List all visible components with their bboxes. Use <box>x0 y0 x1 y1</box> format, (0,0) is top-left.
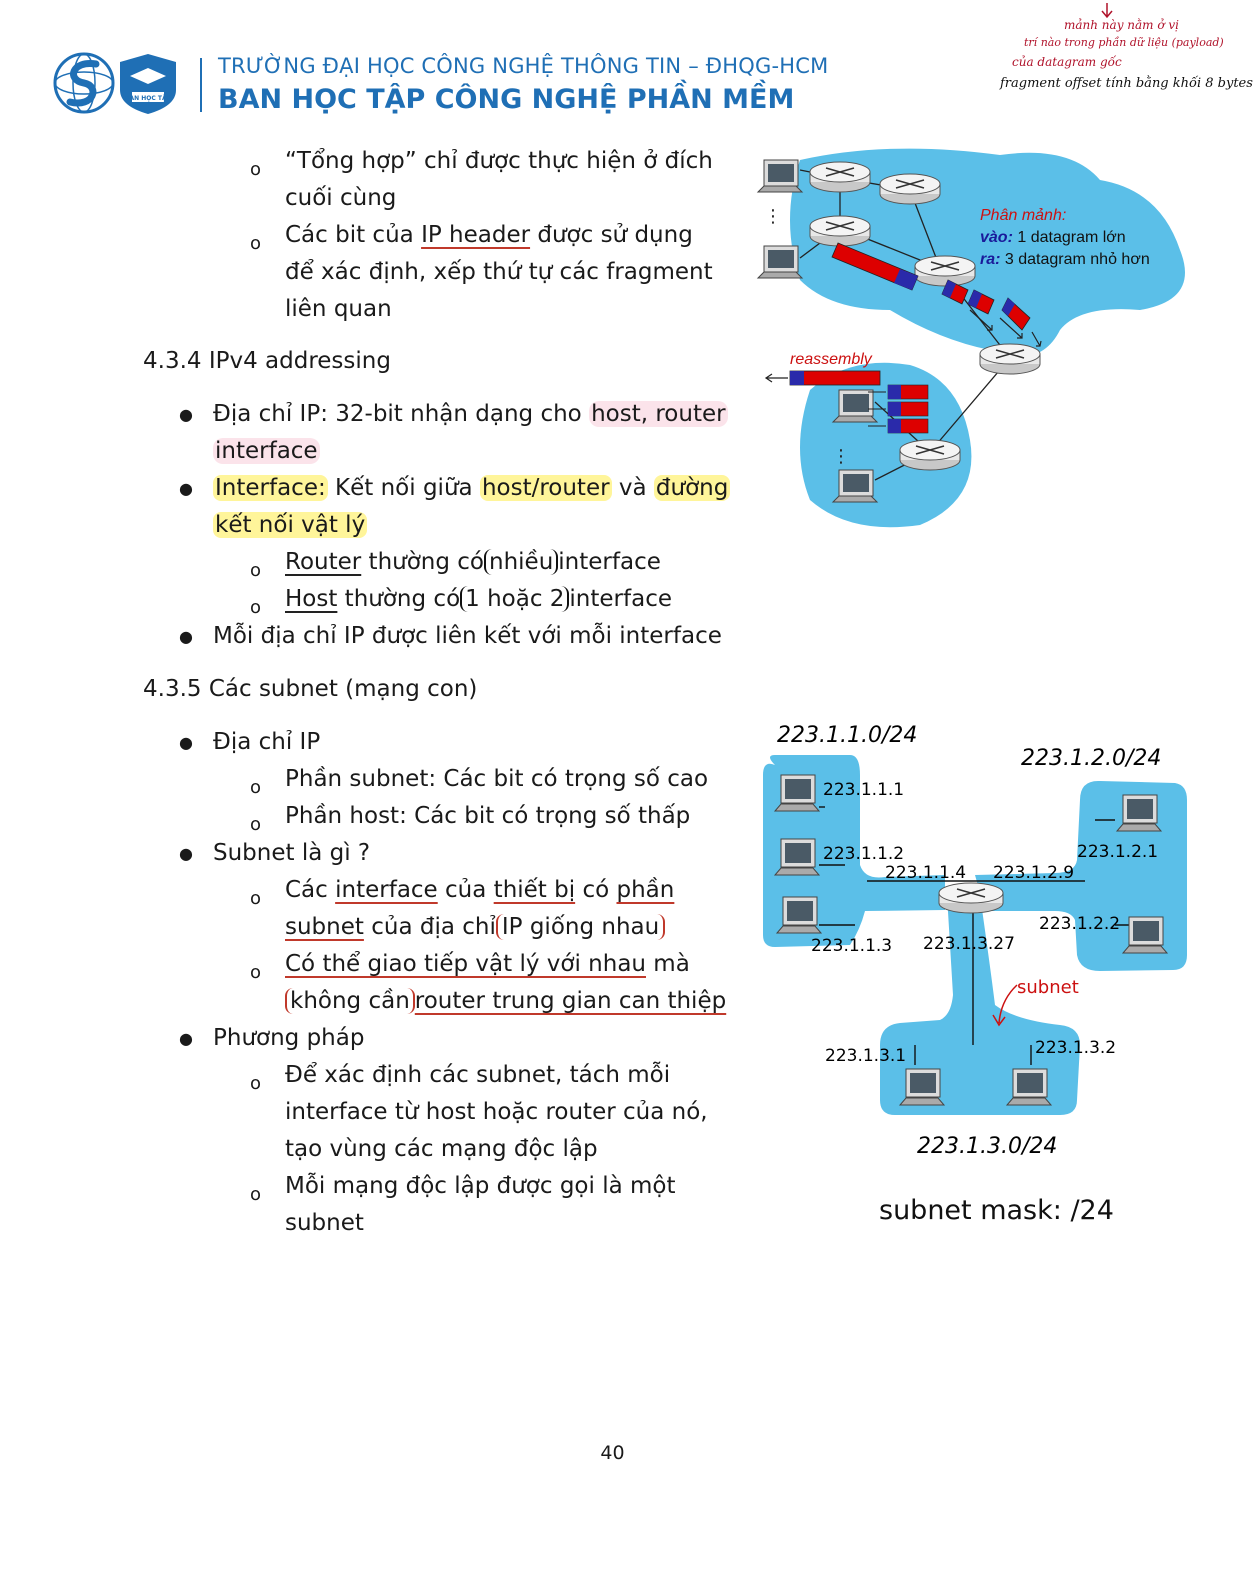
net2-label: 223.1.2.0/24 <box>1021 746 1162 771</box>
reassembled-datagram <box>766 371 880 385</box>
circle-bullet-icon: o <box>250 814 262 835</box>
host-computer-icon <box>775 775 819 811</box>
frag-item2-line2: để xác định, xếp thứ tự các fragment <box>285 259 713 285</box>
net1-label: 223.1.1.0/24 <box>777 723 918 748</box>
subnet-b1: Địa chỉ IP <box>213 729 321 755</box>
incoming-fragments <box>868 385 928 433</box>
section-434-title: 4.3.4 IPv4 addressing <box>143 348 391 374</box>
svg-text:⋮: ⋮ <box>764 206 782 227</box>
host-computer-icon <box>775 839 819 875</box>
circle-bullet-icon: o <box>250 560 262 581</box>
handnote-line4: fragment offset tính bằng khối 8 bytes <box>1000 76 1253 91</box>
subnet-diagram <box>755 715 1195 1235</box>
header-divider <box>200 58 202 112</box>
bullet-icon: ● <box>179 844 193 863</box>
router-icon <box>915 256 975 286</box>
ip-132: 223.1.3.2 <box>1035 1038 1117 1058</box>
host-computer-icon <box>777 897 821 933</box>
reassembly-label: reassembly <box>790 351 872 368</box>
handnote-line3: của datagram gốc <box>1012 55 1122 69</box>
subnet-b1-s2: Phần host: Các bit có trọng số thấp <box>285 803 691 829</box>
ipv4-b3: Mỗi địa chỉ IP được liên kết với mỗi interface <box>213 623 722 649</box>
ip-111: 223.1.1.1 <box>823 780 905 800</box>
subnet-b2: Subnet là gì ? <box>213 840 371 866</box>
host-computer-icon <box>758 246 802 278</box>
router-icon <box>939 883 1003 913</box>
host-computer-icon <box>833 390 877 422</box>
circle-bullet-icon: o <box>250 597 262 618</box>
ip-112: 223.1.1.2 <box>823 844 905 864</box>
bullet-icon: ● <box>179 405 193 424</box>
circle-bullet-icon: o <box>250 962 262 983</box>
subnet-b1-s1: Phần subnet: Các bit có trọng số cao <box>285 766 709 792</box>
subnet-b3-s1-line2: interface từ host hoặc router của nó, <box>285 1099 708 1125</box>
bullet-icon: ● <box>179 1029 193 1048</box>
ip-113: 223.1.1.3 <box>811 936 893 956</box>
svg-text:⋮: ⋮ <box>832 446 850 467</box>
svg-text:BAN HỌC TẬP: BAN HỌC TẬP <box>124 95 172 102</box>
frag-out: ra: 3 datagram nhỏ hơn <box>980 251 1150 268</box>
host-computer-icon <box>1117 795 1161 831</box>
handnote-line2: trí nào trong phần dữ liệu (payload) <box>1024 36 1224 49</box>
bht-logo-icon <box>120 54 176 114</box>
router-icon <box>810 162 870 192</box>
bullet-icon: ● <box>179 479 193 498</box>
subnet-b2-s1-line1: Các interface của thiết bị có phần <box>285 877 675 903</box>
frag-title: Phân mảnh: <box>980 207 1067 224</box>
section-435-title: 4.3.5 Các subnet (mạng con) <box>143 676 478 702</box>
ipv4-s1: Router thường có nhiều interface <box>285 549 661 575</box>
circle-bullet-icon: o <box>250 1184 262 1205</box>
ip-122: 223.1.2.2 <box>1039 914 1121 934</box>
frag-item1-line2: cuối cùng <box>285 185 397 211</box>
ipv4-s2: Host thường có 1 hoặc 2 interface <box>285 586 673 612</box>
host-computer-icon <box>758 160 802 192</box>
ipv4-b2-line2: kết nối vật lý <box>215 512 366 538</box>
bullet-icon: ● <box>179 733 193 752</box>
subnet-b2-s1-line2: subnet của địa chỉ IP giống nhau <box>285 909 665 946</box>
net3-label: 223.1.3.0/24 <box>917 1134 1058 1159</box>
router-icon <box>980 344 1040 374</box>
ipv4-b1-line2: interface <box>215 438 318 464</box>
frag-item2-line1: Các bit của IP header được sử dụng <box>285 222 693 248</box>
host-computer-icon <box>1007 1069 1051 1105</box>
ip-121: 223.1.2.1 <box>1077 842 1159 862</box>
ip-114: 223.1.1.4 <box>885 863 967 883</box>
circle-bullet-icon: o <box>250 1073 262 1094</box>
ip-1327: 223.1.3.27 <box>923 934 1015 954</box>
university-name: TRƯỜNG ĐẠI HỌC CÔNG NGHỆ THÔNG TIN – ĐHQG-HCM <box>218 54 829 78</box>
host-computer-icon <box>833 470 877 502</box>
router-icon <box>810 216 870 246</box>
router-icon <box>880 174 940 204</box>
page-number: 40 <box>600 1442 625 1464</box>
subnet-b2-s2-line1: Có thể giao tiếp vật lý với nhau mà <box>285 951 690 977</box>
handnote-line1: mảnh này nằm ở vị <box>1064 18 1180 32</box>
subnet-b3: Phương pháp <box>213 1025 365 1051</box>
router-icon <box>900 440 960 470</box>
circle-bullet-icon: o <box>250 777 262 798</box>
host-computer-icon <box>900 1069 944 1105</box>
ipv4-b1-line1: Địa chỉ IP: 32-bit nhận dạng cho host, router <box>213 401 726 427</box>
host-computer-icon <box>1123 917 1167 953</box>
subnet-mask-label: subnet mask: /24 <box>879 1195 1114 1226</box>
subnet-b3-s1-line3: tạo vùng các mạng độc lập <box>285 1136 598 1162</box>
frag-item2-line3: liên quan <box>285 296 392 322</box>
subnet-b2-s2-line2: không cần router trung gian can thiệp <box>285 983 726 1020</box>
subnet-b3-s1-line1: Để xác định các subnet, tách mỗi <box>285 1062 671 1088</box>
subnet-b3-s2-line2: subnet <box>285 1210 364 1236</box>
logos <box>52 50 202 116</box>
uit-logo-icon <box>55 54 113 112</box>
ip-129: 223.1.2.9 <box>993 863 1075 883</box>
ip-131: 223.1.3.1 <box>825 1046 907 1066</box>
circle-bullet-icon: o <box>250 159 262 180</box>
department-name: BAN HỌC TẬP CÔNG NGHỆ PHẦN MỀM <box>218 84 795 115</box>
circle-bullet-icon: o <box>250 233 262 254</box>
frag-item1-line1: “Tổng hợp” chỉ được thực hiện ở đích <box>285 148 713 174</box>
frag-in: vào: 1 datagram lớn <box>980 229 1126 246</box>
circle-bullet-icon: o <box>250 888 262 909</box>
subnet-label: subnet <box>1017 977 1079 998</box>
bullet-icon: ● <box>179 627 193 646</box>
subnet-b3-s2-line1: Mỗi mạng độc lập được gọi là một <box>285 1173 676 1199</box>
ipv4-b2-line1: Interface: Kết nối giữa host/router và đường <box>215 475 729 501</box>
fragmentation-diagram <box>740 140 1210 540</box>
